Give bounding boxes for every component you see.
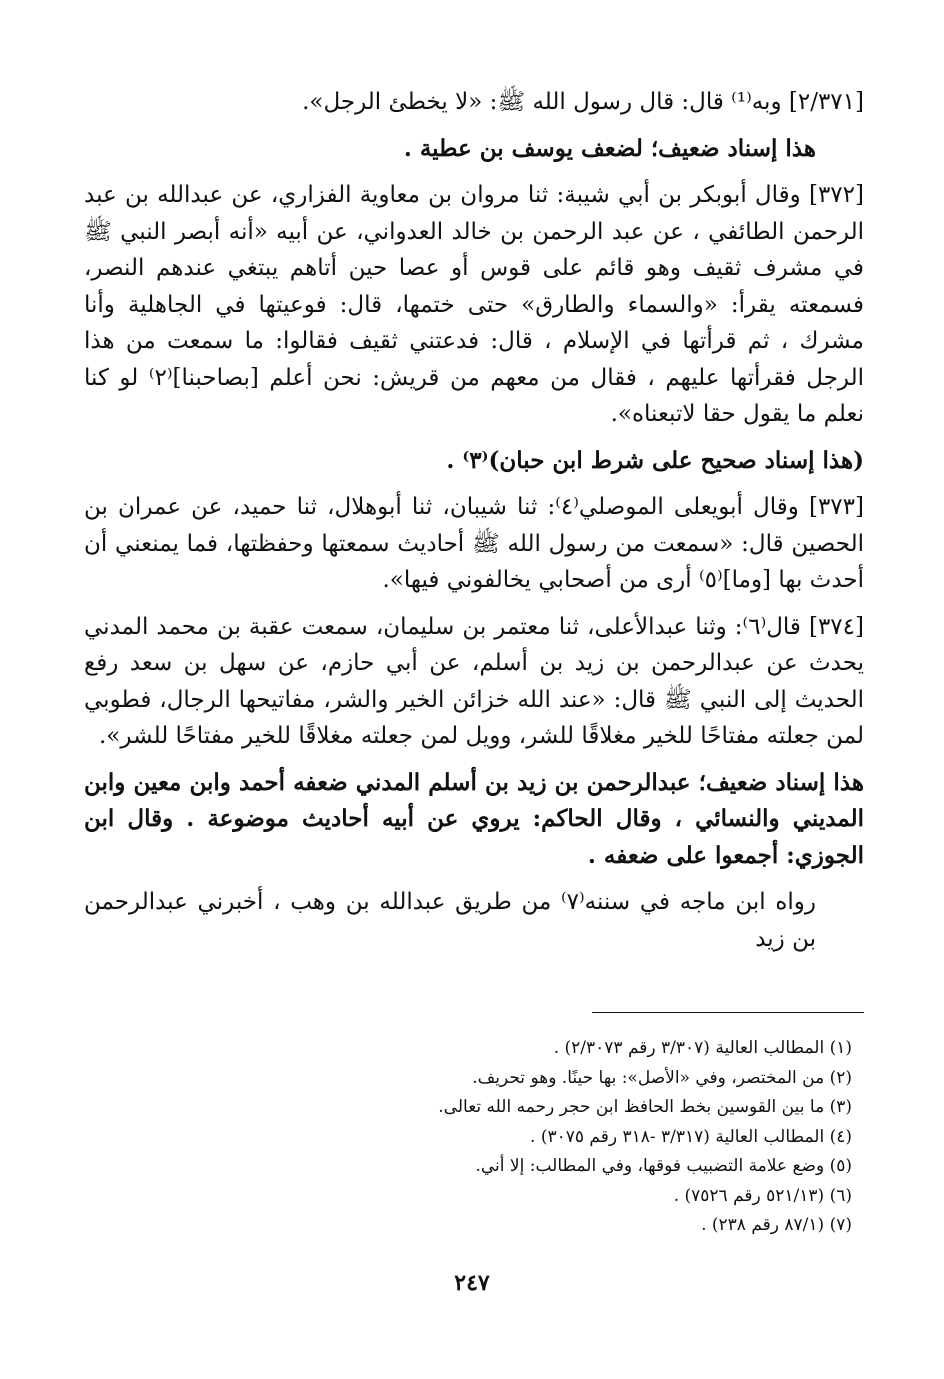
grading-371: هذا إسناد ضعيف؛ لضعف يوسف بن عطية .	[403, 134, 816, 162]
footnote-5: (٥) وضع علامة التضبيب فوقها، وفي المطالب: إلا أني.	[475, 1156, 852, 1176]
grading-374: هذا إسناد ضعيف؛ عبدالرحمن بن زيد بن أسلم المدني ضعفه أحمد وابن معين وابن المديني والنسائي ، وقال الحاكم: يروي عن أبيه أحاديث موضوعة . وقال ابن الجوزي: أجمعوا على ضعفه .	[84, 768, 864, 869]
footnote-1: (١) المطالب العالية (٣/٣٠٧ رقم ٢/٣٠٧٣) .	[553, 1038, 852, 1058]
footnote-2: (٢) من المختصر، وفي «الأصل»: بها حينًا. وهو تحريف.	[472, 1067, 852, 1088]
paragraph-372: [٣٧٢] وقال أبوبكر بن أبي شيبة: ثنا مروان بن معاوية الفزاري، عن عبدالله بن عبد الرحمن الطائفي ، عن عبد الرحمن بن خالد العدواني، عن أبيه «أنه أبصر النبي ﷺ في مشرف ثقيف وهو قائم على قوس أو عصا حين أتاهم يبتغي عندهم النصر، فسمعته يقرأ: «والسماء والطارق» حتى ختمها، قال: فوعيتها في الجاهلية وأنا مشرك ، ثم قرأتها في الإسلام ، قال: فدعتني ثقيف فقالوا: ما سمعت من هذا الرجل فقرأتها عليهم ، فقال من معهم من قريش: نحن أعلم [بصاحبنا]⁽٢⁾ لو كنا نعلم ما يقول حقا لاتبعناه».	[84, 182, 864, 427]
paragraph-374: [٣٧٤] قال⁽٦⁾: وثنا عبدالأعلى، ثنا معتمر بن سليمان، سمعت عقبة بن محمد المدني يحدث عن عبدالرحمن بن زيد بن أسلم، عن أبي حازم، عن سهل بن سعد رفع الحديث إلى النبي ﷺ قال: «عند الله خزائن الخير والشر، مفاتيحها الرجال، فطوبي لمن جعلته مفتاحًا للخير مغلاقًا للشر، وويل لمن جعلته مغلاقًا للخير مفتاحًا للشر».	[84, 613, 864, 749]
grading-372: (هذا إسناد صحيح على شرط ابن حبان)⁽٣⁾ .	[446, 446, 864, 474]
footnote-7: (٧) (٨٧/١ رقم ٢٣٨) .	[701, 1215, 852, 1235]
paragraph-373: [٣٧٣] وقال أبويعلى الموصلي⁽٤⁾: ثنا شيبان، ثنا أبوهلال، ثنا حميد، عن عمران بن الحصين قال: «سمعت من رسول الله ﷺ أحاديث سمعتها وحفظتها، فما يمنعني أن أحدث بها [وما]⁽٥⁾ أرى من أصحابي يخالفوني فيها».	[84, 494, 864, 593]
footnote-separator	[592, 1012, 864, 1013]
page-number: ٢٤٧	[454, 1270, 490, 1296]
footnotes	[84, 1034, 864, 1241]
paragraph-ibn-majah: رواه ابن ماجه في سننه⁽٧⁾ من طريق عبدالله بن وهب ، أخبرني عبدالرحمن بن زيد	[84, 889, 816, 952]
paragraph-371: [٢/٣٧١] وبه⁽¹⁾ قال: قال رسول الله ﷺ: «لا يخطئ الرجل».	[302, 89, 864, 115]
main-text	[84, 84, 864, 967]
footnote-6: (٦) (٥٢١/١٣ رقم ٧٥٢٦) .	[673, 1185, 852, 1206]
footnote-3: (٣) ما بين القوسين بخط الحافظ ابن حجر رحمه الله تعالى.	[438, 1097, 852, 1117]
footnote-4: (٤) المطالب العالية (٣/٣١٧ -٣١٨ رقم ٣٠٧٥) .	[530, 1126, 852, 1147]
